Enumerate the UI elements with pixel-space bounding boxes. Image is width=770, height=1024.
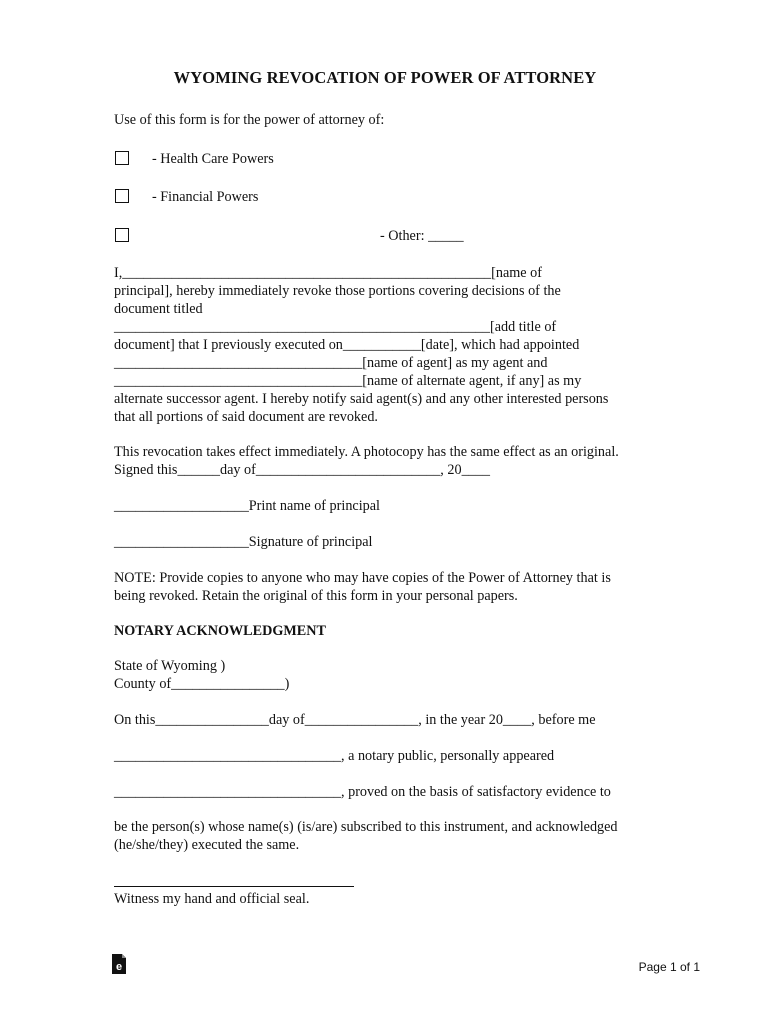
state-line: State of Wyoming )	[114, 658, 226, 674]
body-line-2: principal], hereby immediately revoke those portions covering decisions of the	[114, 283, 561, 299]
witness-text: Witness my hand and official seal.	[114, 891, 310, 907]
health-care-label: - Health Care Powers	[152, 151, 274, 167]
body-line-5: document] that I previously executed on___________[date], which had appointed	[114, 337, 580, 353]
notary-heading: NOTARY ACKNOWLEDGMENT	[114, 623, 326, 639]
print-name-line: ___________________Print name of principal	[114, 498, 380, 514]
effect-line-1: This revocation takes effect immediately. A photocopy has the same effect as an original.	[114, 444, 619, 460]
be-person-line-2: (he/she/they) executed the same.	[114, 837, 300, 853]
notary-public-line: ________________________________, a notary public, personally appeared	[114, 748, 555, 764]
body-line-8: alternate successor agent. I hereby notify said agent(s) and any other interested persons	[114, 391, 609, 407]
proved-line: ________________________________, proved on the basis of satisfactory evidence to	[114, 784, 611, 800]
notary-signature-line	[114, 886, 354, 887]
svg-text:e: e	[115, 961, 123, 973]
body-line-7: ___________________________________[name of alternate agent, if any] as my	[114, 373, 582, 389]
note-line-1: NOTE: Provide copies to anyone who may have copies of the Power of Attorney that is	[114, 570, 611, 586]
eforms-logo-icon	[111, 953, 127, 975]
body-line-9: that all portions of said document are revoked.	[114, 409, 378, 425]
health-care-checkbox[interactable]	[115, 151, 129, 165]
other-label: - Other: _____	[380, 228, 464, 244]
financial-checkbox[interactable]	[115, 189, 129, 203]
body-line-6: ___________________________________[name of agent] as my agent and	[114, 355, 548, 371]
other-checkbox[interactable]	[115, 228, 129, 242]
signature-line: ___________________Signature of principal	[114, 534, 373, 550]
financial-label: - Financial Powers	[152, 189, 259, 205]
document-title: WYOMING REVOCATION OF POWER OF ATTORNEY	[173, 68, 597, 87]
page-number: Page 1 of 1	[638, 960, 700, 974]
body-line-4: _____________________________________________________[add title of	[114, 319, 557, 335]
signed-this-line: Signed this______day of__________________________, 20____	[114, 462, 490, 478]
be-person-line-1: be the person(s) whose name(s) (is/are) subscribed to this instrument, and acknowledged	[114, 819, 618, 835]
body-line-3: document titled	[114, 301, 203, 317]
body-line-1: I,____________________________________________________[name of	[114, 265, 542, 281]
intro-text: Use of this form is for the power of attorney of:	[114, 112, 385, 128]
county-line: County of________________)	[114, 676, 290, 692]
note-line-2: being revoked. Retain the original of this form in your personal papers.	[114, 588, 518, 604]
on-this-line: On this________________day of________________, in the year 20____, before me	[114, 712, 596, 728]
